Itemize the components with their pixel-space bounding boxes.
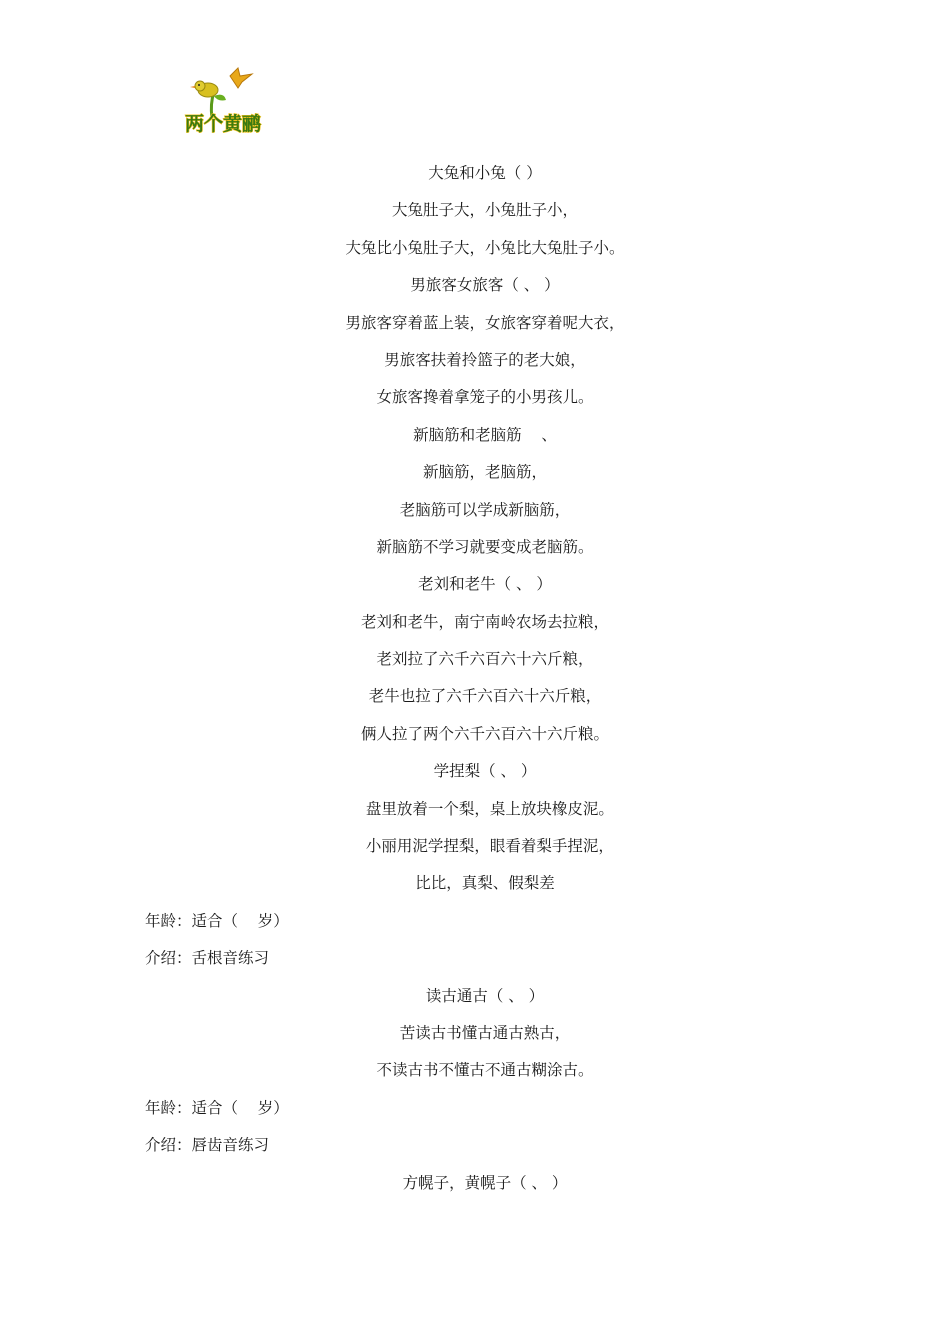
- tongue-twister-line: 女旅客搀着拿笼子的小男孩儿。: [376, 388, 594, 407]
- tongue-twister-line: 老刘和老牛，南宁南岭农场去拉粮，: [360, 612, 609, 631]
- info-line: 年龄：适合（ 岁）: [145, 911, 289, 930]
- tongue-twister-line: 读古通古（ 、 ）: [425, 986, 545, 1005]
- info-line: 介绍：舌根音练习: [145, 949, 270, 968]
- info-line: 介绍：唇齿音练习: [145, 1136, 270, 1155]
- bird-logo-icon: [180, 66, 266, 136]
- tongue-twister-line: 新脑筋不学习就要变成老脑筋。: [376, 537, 594, 556]
- tongue-twister-line: 新脑筋，老脑筋，: [422, 463, 547, 482]
- tongue-twister-line: 盘里放着一个梨，桌上放块橡皮泥。: [356, 799, 614, 818]
- tongue-twister-line: 老刘拉了六千六百六十六斤粮，: [376, 650, 594, 669]
- tongue-twister-line: 老刘和老牛（ 、 ）: [418, 575, 552, 594]
- tongue-twister-line: 方幌子，黄幌子（ 、 ）: [402, 1173, 568, 1192]
- document-body: [0, 155, 950, 1202]
- tongue-twister-line: 男旅客女旅客（ 、 ）: [410, 276, 560, 295]
- tongue-twister-line: 大兔和小兔（ ）: [428, 164, 542, 182]
- tongue-twister-line: 老脑筋可以学成新脑筋，: [399, 500, 571, 519]
- logo: [180, 66, 266, 136]
- logo-text: 两个黄鹂: [184, 113, 262, 135]
- tongue-twister-line: 比比，真梨、假梨差: [415, 874, 555, 893]
- tongue-twister-line: 新脑筋和老脑筋 、: [413, 425, 557, 444]
- tongue-twister-line: 男旅客扶着拎篮子的老大娘，: [384, 350, 586, 369]
- tongue-twister-line: 大兔肚子大，小兔肚子小，: [391, 201, 578, 220]
- tongue-twister-line: 不读古书不懂古不通古糊涂古。: [376, 1061, 594, 1080]
- tongue-twister-line: 男旅客穿着蓝上装，女旅客穿着呢大衣，: [345, 313, 625, 332]
- tongue-twister-line: 大兔比小兔肚子大，小兔比大兔肚子小。: [345, 238, 625, 257]
- tongue-twister-line: 俩人拉了两个六千六百六十六斤粮。: [360, 724, 609, 743]
- tongue-twister-line: 苦读古书懂古通古熟古，: [399, 1023, 571, 1042]
- info-line: 年龄：适合（ 岁）: [145, 1098, 289, 1117]
- tongue-twister-line: 学捏梨（ 、 ）: [433, 762, 537, 781]
- tongue-twister-line: 老牛也拉了六千六百六十六斤粮，: [368, 687, 602, 706]
- tongue-twister-line: 小丽用泥学捏梨，眼看着梨手捏泥，: [356, 837, 614, 856]
